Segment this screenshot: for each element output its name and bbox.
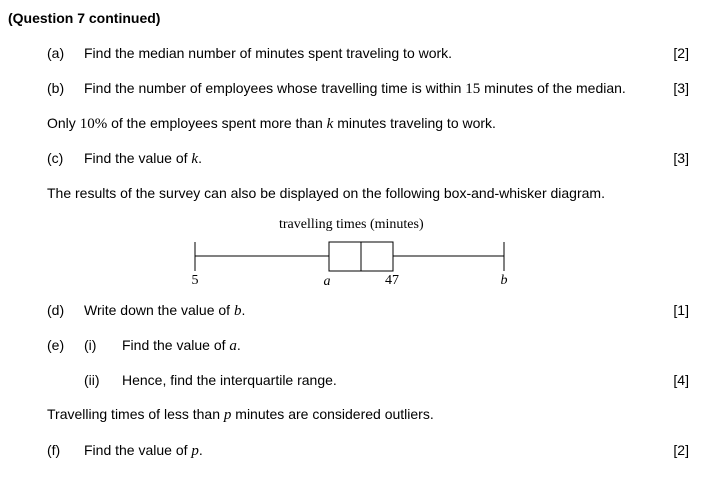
- part-b-marks: [3]: [673, 80, 689, 96]
- part-e-i-sublabel: (i): [84, 337, 97, 353]
- part-c-marks: [3]: [673, 150, 689, 166]
- label-median: 47: [385, 273, 399, 288]
- part-c-label: (c): [47, 150, 64, 166]
- intro-c-text: Only 10% of the employees spent more than k minutes traveling to work.: [47, 115, 496, 132]
- part-e-ii-sublabel: (ii): [84, 372, 100, 388]
- intro-f-text: Travelling times of less than p minutes are considered outliers.: [47, 406, 434, 423]
- part-f-text: Find the value of p.: [84, 442, 203, 459]
- part-f-label: (f): [47, 442, 61, 458]
- part-b-label: (b): [47, 80, 65, 96]
- part-f-marks: [2]: [673, 442, 689, 458]
- part-b-text: Find the number of employees whose travelling time is within 15 minutes of the median.: [84, 80, 626, 97]
- part-e-i-text: Find the value of a.: [122, 337, 241, 354]
- part-e-ii-text: Hence, find the interquartile range.: [122, 372, 337, 388]
- part-a-label: (a): [47, 45, 65, 61]
- section-header: (Question 7 continued): [8, 10, 161, 26]
- part-d-label: (d): [47, 302, 65, 318]
- part-a-text: Find the median number of minutes spent traveling to work.: [84, 45, 453, 61]
- part-d-marks: [1]: [673, 302, 689, 318]
- part-e-label: (e): [47, 337, 65, 353]
- label-min: 5: [191, 273, 199, 288]
- diagram-title: travelling times (minutes): [279, 217, 424, 232]
- part-d-text: Write down the value of b.: [84, 302, 246, 319]
- label-q1: a: [323, 274, 331, 289]
- label-max: b: [500, 273, 508, 288]
- part-e-marks: [4]: [673, 372, 689, 388]
- intro-d-text: The results of the survey can also be displayed on the following box-and-whisker diagram.: [47, 185, 605, 201]
- part-c-text: Find the value of k.: [84, 150, 202, 167]
- part-a-marks: [2]: [673, 45, 689, 61]
